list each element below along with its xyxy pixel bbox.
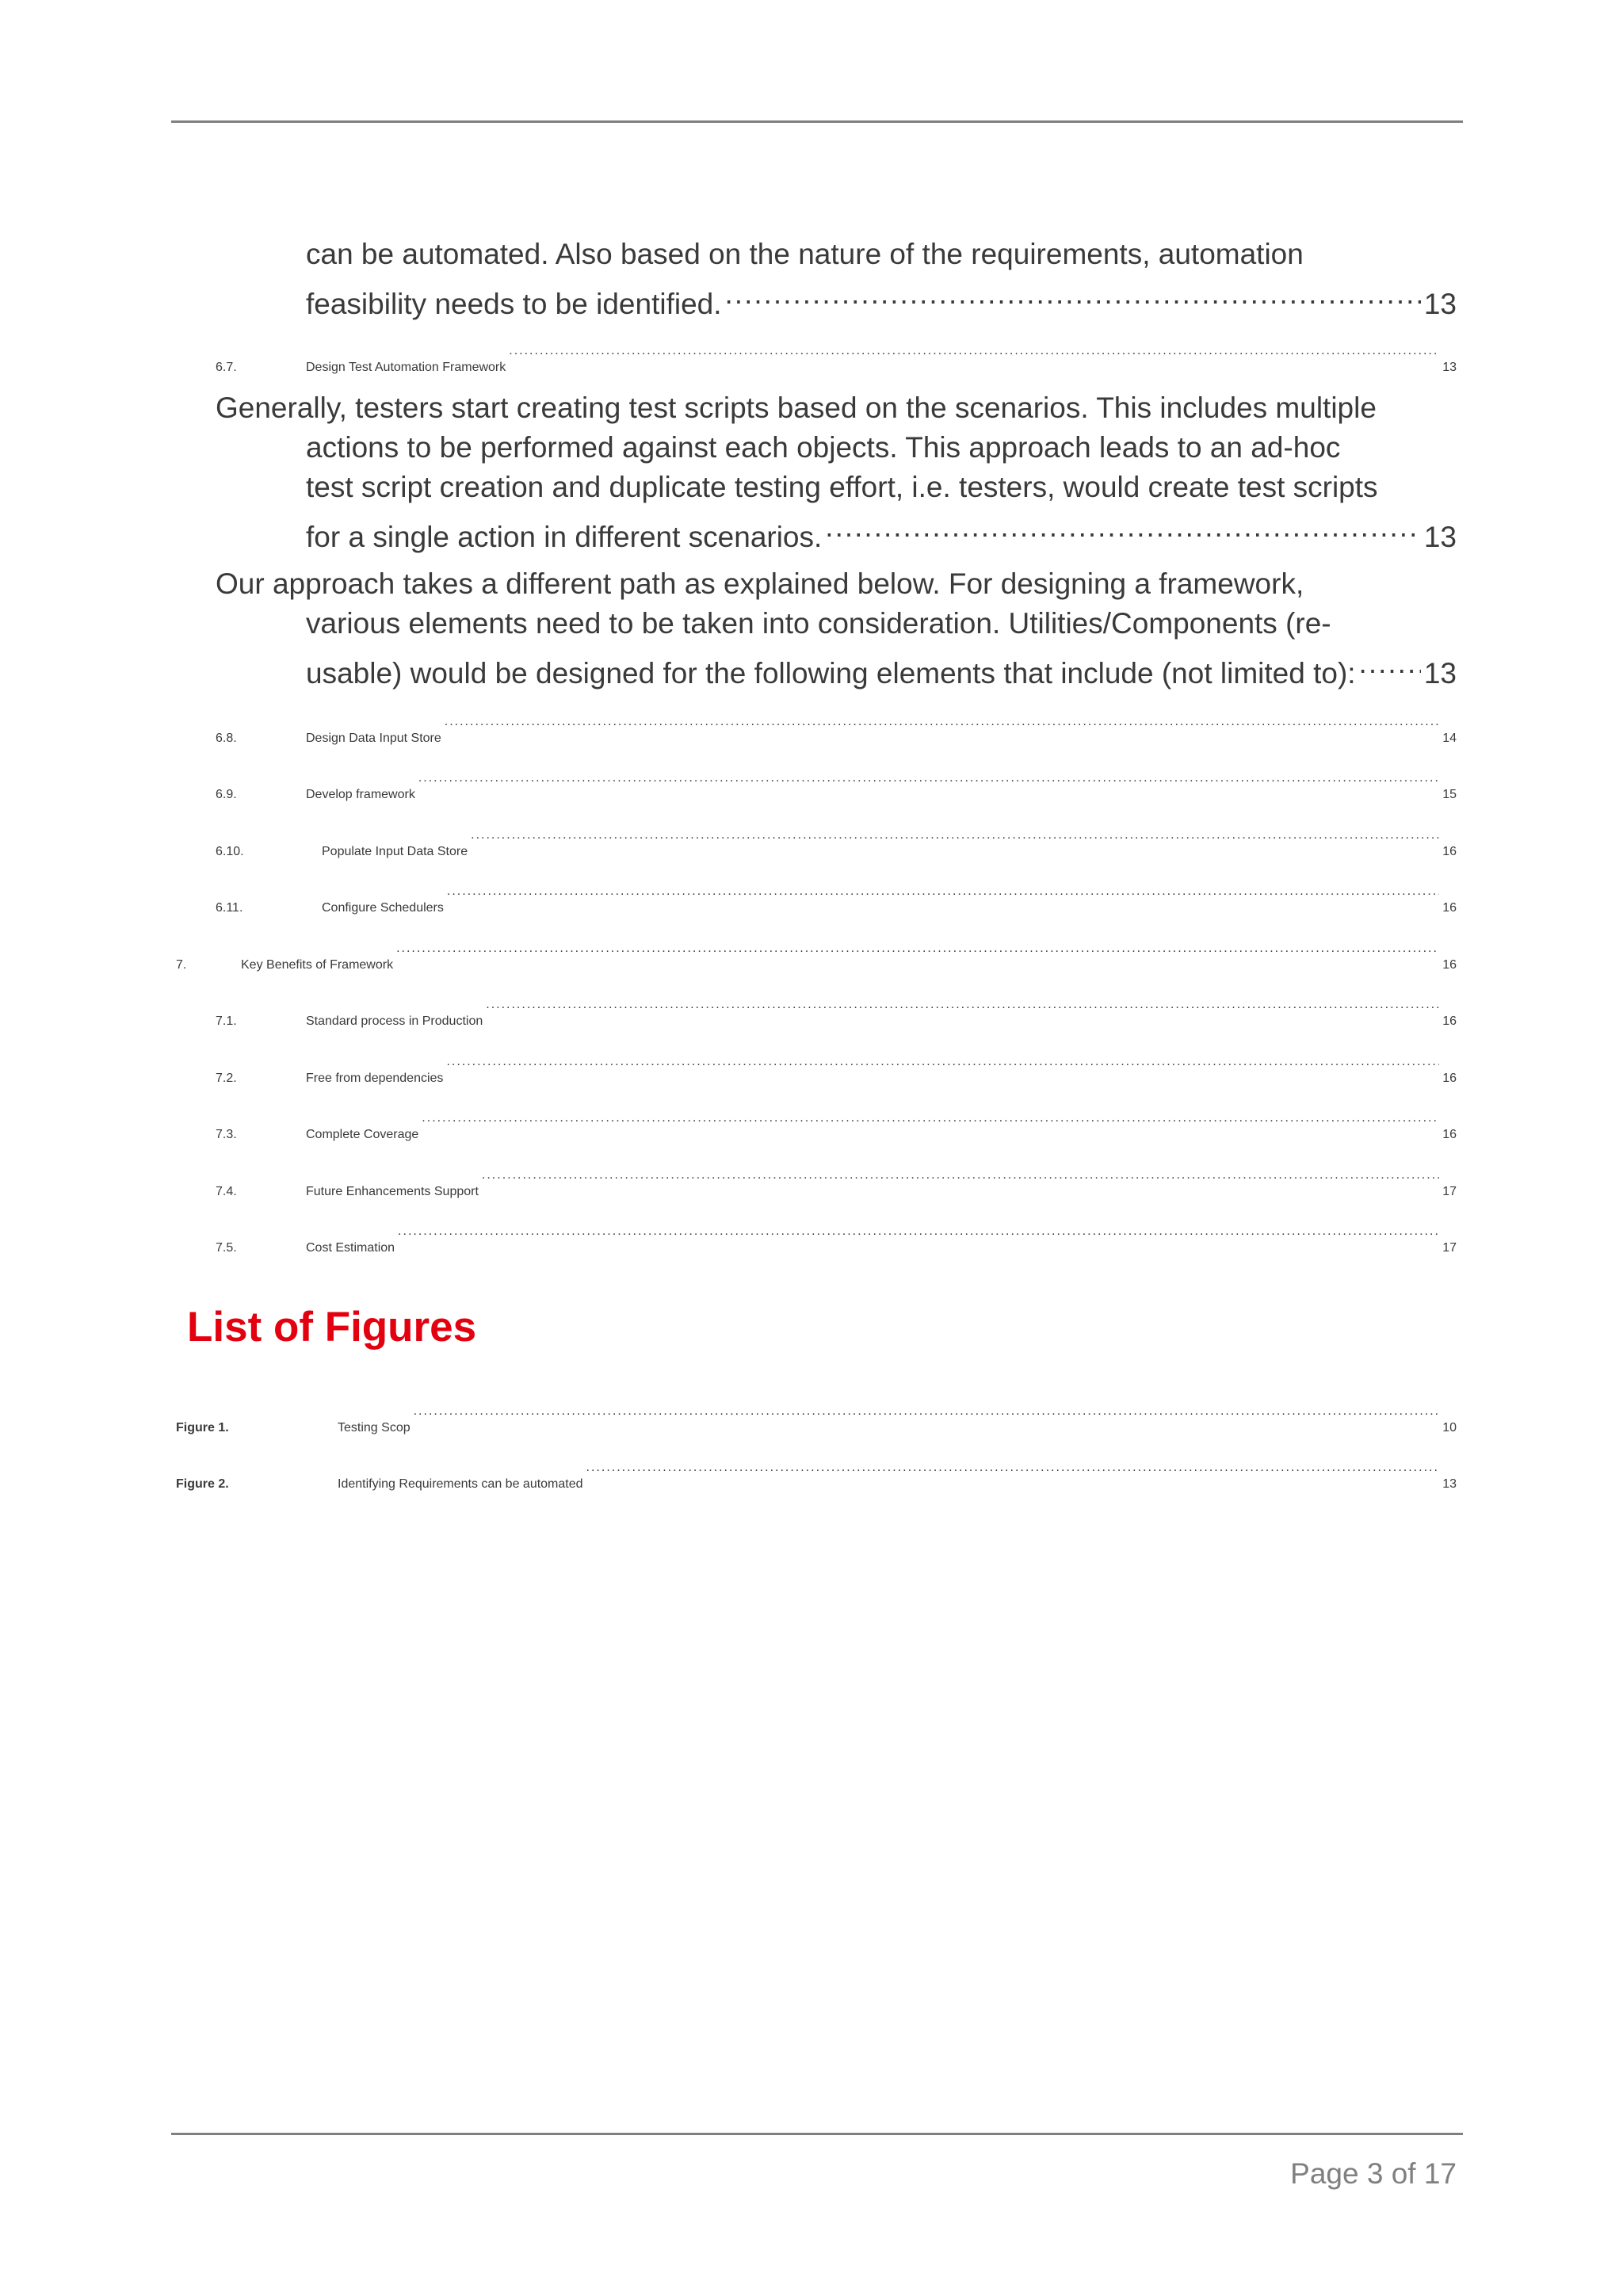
toc-page-number: 17 [1442, 1185, 1457, 1198]
toc-title: Develop framework [306, 788, 415, 801]
figure-number: Figure 1. [176, 1421, 229, 1435]
toc-entry-7-5[interactable] [216, 1212, 1457, 1255]
toc-number: 7.3. [216, 1128, 237, 1141]
toc-line: actions to be performed against each objects. This approach leads to an ad-hoc [306, 431, 1341, 464]
toc-title: Design Data Input Store [306, 732, 441, 745]
toc-entry-6-8[interactable] [216, 702, 1457, 745]
dot-leader [418, 758, 1439, 798]
toc-page-number: 13 [1442, 361, 1457, 374]
toc-page-number: 16 [1442, 1128, 1457, 1141]
toc-page-number: 16 [1442, 1072, 1457, 1085]
toc-line: can be automated. Also based on the nature of the requirements, automation [306, 238, 1304, 270]
toc-page-number: 16 [1442, 958, 1457, 972]
toc-number: 6.7. [216, 361, 237, 374]
toc-page-number: 13 [1423, 521, 1457, 553]
toc-number: 7.5. [216, 1241, 237, 1255]
figure-page-number: 13 [1442, 1477, 1457, 1491]
dot-leader [471, 816, 1439, 855]
page-number-footer: Page 3 of 17 [1290, 2157, 1457, 2190]
figure-entry-1[interactable] [176, 1392, 1457, 1435]
toc-title: Key Benefits of Framework [241, 958, 394, 972]
toc-line-last [306, 274, 1457, 320]
dot-leader [586, 1448, 1440, 1488]
toc-page-number: 16 [1442, 845, 1457, 858]
toc-number: 7.2. [216, 1072, 237, 1085]
toc-page-number: 14 [1442, 732, 1457, 745]
figure-page-number: 10 [1442, 1421, 1457, 1435]
figure-entry-2[interactable] [176, 1448, 1457, 1491]
toc-line: various elements need to be taken into consideration. Utilities/Components (re- [306, 607, 1331, 640]
figure-title: Identifying Requirements can be automated [338, 1477, 583, 1491]
dot-leader [396, 929, 1439, 968]
figure-number: Figure 2. [176, 1477, 229, 1491]
toc-line-text: feasibility needs to be identified. [306, 288, 722, 320]
toc-entry-7-2[interactable] [216, 1042, 1457, 1085]
toc-page-number: 16 [1442, 901, 1457, 915]
dot-leader [825, 507, 1421, 547]
toc-line: Generally, testers start creating test scripts based on the scenarios. This includes multiple [216, 392, 1377, 424]
toc-title: Cost Estimation [306, 1241, 395, 1255]
toc-entry-continuation[interactable] [306, 235, 1457, 320]
toc-number: 6.11. [216, 901, 243, 915]
toc-title: Free from dependencies [306, 1072, 444, 1085]
toc-line-text: usable) would be designed for the following elements that include (not limited to): [306, 657, 1356, 690]
toc-page-number: 16 [1442, 1014, 1457, 1028]
dot-leader [509, 331, 1439, 371]
toc-entry-6-7[interactable] [216, 331, 1457, 374]
toc-number: 7.1. [216, 1014, 237, 1028]
toc-page-number: 15 [1442, 788, 1457, 801]
toc-number: 6.10. [216, 845, 244, 858]
toc-entry-7-1[interactable] [216, 985, 1457, 1028]
toc-entry-6-9[interactable] [216, 758, 1457, 801]
toc-line-last [216, 507, 1457, 553]
toc-number: 7. [176, 958, 187, 972]
dot-leader [725, 274, 1421, 314]
toc-line: Our approach takes a different path as explained below. For designing a framework, [216, 567, 1304, 600]
toc-entry-6-10[interactable] [216, 816, 1457, 858]
dot-leader [445, 702, 1439, 742]
toc-number: 6.9. [216, 788, 237, 801]
toc-title: Future Enhancements Support [306, 1185, 479, 1198]
toc-title: Configure Schedulers [322, 901, 444, 915]
toc-title: Complete Coverage [306, 1128, 419, 1141]
toc-entry-7[interactable] [176, 929, 1457, 972]
toc-line-last [216, 644, 1457, 690]
toc-page-number: 13 [1423, 657, 1457, 690]
toc-entry-6-11[interactable] [216, 872, 1457, 915]
toc-line-text: for a single action in different scenarios. [306, 521, 823, 553]
toc-entry-our-approach[interactable] [216, 564, 1457, 690]
footer-rule [171, 2133, 1463, 2135]
dot-leader [414, 1392, 1440, 1431]
list-of-figures-heading: List of Figures [187, 1304, 477, 1350]
dot-leader [447, 872, 1439, 911]
figure-title: Testing Scop [338, 1421, 411, 1435]
toc-entry-generally[interactable] [216, 388, 1457, 553]
toc-number: 6.8. [216, 732, 237, 745]
toc-page-number: 13 [1423, 288, 1457, 320]
toc-line: test script creation and duplicate testing effort, i.e. testers, would create test scripts [306, 471, 1378, 503]
toc-entry-7-3[interactable] [216, 1098, 1457, 1141]
dot-leader [422, 1098, 1439, 1138]
toc-entry-7-4[interactable] [216, 1156, 1457, 1198]
dot-leader [486, 985, 1439, 1025]
toc-number: 7.4. [216, 1185, 237, 1198]
dot-leader [398, 1212, 1439, 1251]
dot-leader [482, 1156, 1439, 1195]
dot-leader [1359, 644, 1421, 683]
toc-title: Populate Input Data Store [322, 845, 468, 858]
toc-title: Design Test Automation Framework [306, 361, 506, 374]
toc-title: Standard process in Production [306, 1014, 483, 1028]
toc-page-number: 17 [1442, 1241, 1457, 1255]
dot-leader [446, 1042, 1439, 1082]
